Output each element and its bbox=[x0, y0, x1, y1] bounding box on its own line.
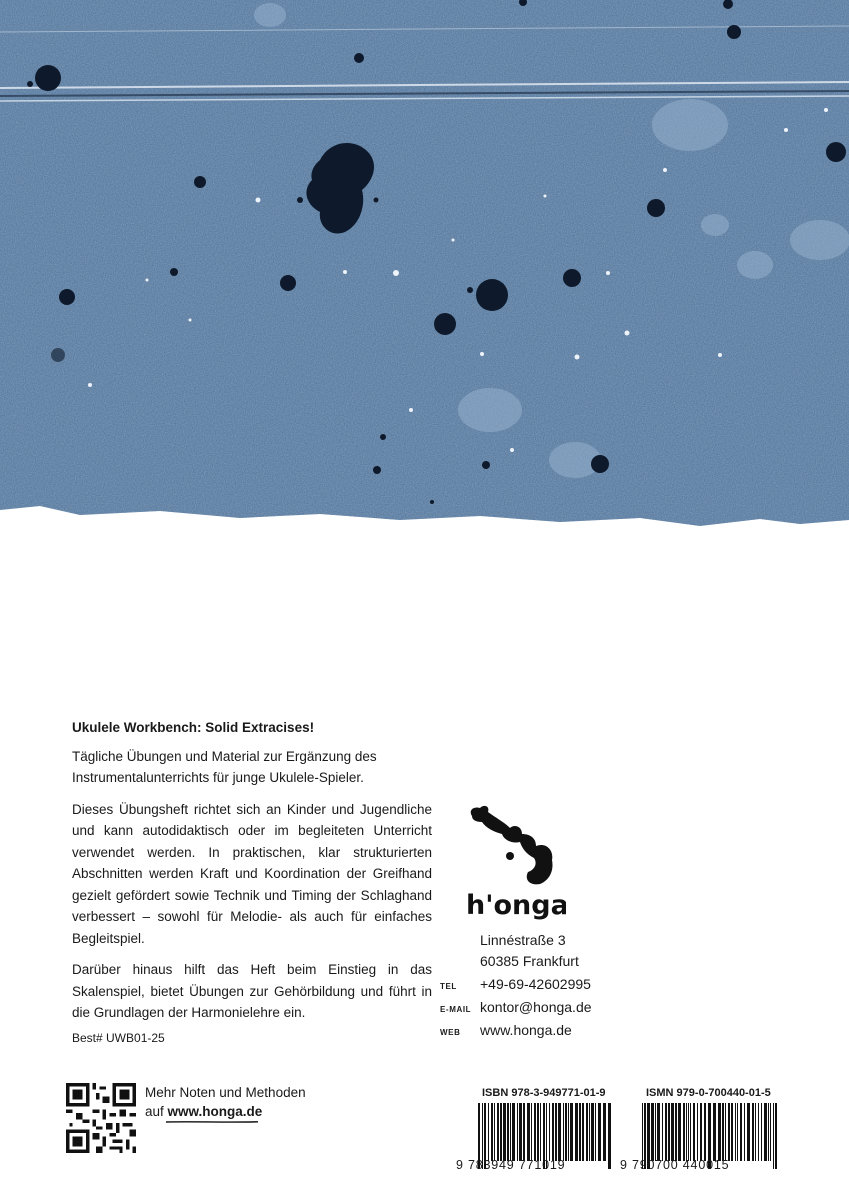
barcode-bar bbox=[507, 1103, 509, 1161]
barcode-bar bbox=[519, 1103, 522, 1161]
barcode-bar bbox=[761, 1103, 762, 1161]
barcode-bar bbox=[579, 1103, 581, 1161]
intro-paragraph: Tägliche Übungen und Material zur Ergänzung des Instrumentalunterrichts für junge Ukulele-Spieler. bbox=[72, 748, 377, 785]
contact-value: kontor@honga.de bbox=[480, 999, 592, 1015]
barcode-bar bbox=[531, 1103, 532, 1161]
barcode-bar bbox=[662, 1103, 663, 1161]
barcode-bar bbox=[737, 1103, 738, 1161]
barcode-bar bbox=[565, 1103, 567, 1161]
barcode-bar bbox=[534, 1103, 536, 1161]
barcode-bar bbox=[764, 1103, 767, 1161]
barcode-bar bbox=[500, 1103, 502, 1161]
publisher-contacts bbox=[440, 974, 592, 1043]
barcode-bar bbox=[603, 1103, 606, 1161]
website-link[interactable]: www.honga.de bbox=[167, 1104, 263, 1119]
more-info-line: Mehr Noten und Methoden bbox=[145, 1085, 306, 1100]
book-title: Ukulele Workbench: Solid Extracises! bbox=[72, 720, 315, 735]
barcode-bar bbox=[655, 1103, 656, 1161]
barcode-bar bbox=[575, 1103, 578, 1161]
contact-value: www.honga.de bbox=[480, 1022, 572, 1038]
cover-artwork bbox=[0, 0, 849, 545]
link-underline bbox=[166, 1121, 258, 1123]
contact-row-tel bbox=[440, 974, 592, 997]
publisher-address bbox=[480, 930, 579, 972]
barcode-bar bbox=[555, 1103, 557, 1161]
barcode-bar bbox=[718, 1103, 721, 1161]
barcode-bar bbox=[591, 1103, 594, 1161]
barcode-bar bbox=[497, 1103, 499, 1161]
contact-label: E-MAIL bbox=[440, 1005, 472, 1014]
barcode-bar bbox=[668, 1103, 670, 1161]
publisher-city: 60385 Frankfurt bbox=[480, 953, 579, 969]
barcode-bar bbox=[517, 1103, 518, 1161]
barcode-bar bbox=[728, 1103, 730, 1161]
barcode-bar bbox=[744, 1103, 745, 1161]
more-info-link-row bbox=[145, 1102, 306, 1121]
barcode-bar bbox=[747, 1103, 750, 1161]
more-info-prefix: auf bbox=[145, 1104, 164, 1119]
contact-row-web bbox=[440, 1020, 592, 1043]
barcode-bar bbox=[527, 1103, 530, 1161]
barcode-bar bbox=[683, 1103, 685, 1161]
description-paragraph-2: Darüber hinaus hilft das Heft beim Einstieg in das Skalenspiel, bietet Übungen zur Gehörbildung und führt in die Grundlagen der Harmonielehre ein. bbox=[72, 962, 432, 1020]
contact-row-email bbox=[440, 997, 592, 1020]
barcode-bar bbox=[713, 1103, 716, 1161]
order-number: Best# UWB01-25 bbox=[72, 1031, 165, 1045]
barcode-bar bbox=[697, 1103, 698, 1161]
barcode-bar bbox=[582, 1103, 584, 1161]
barcode-bar bbox=[595, 1103, 596, 1161]
description-paragraph: Dieses Übungsheft richtet sich an Kinder und Jugendliche und kann autodidaktisch oder im begleiteten Unterricht verwendet werden. In praktischen, klar strukturierten Abschnitten werden Kraft und Koordination der Greifhand gezielt gefördert sowie Technik und Timing der Schlaghand verbessert – sowohl für Melodie- als auch für einfaches Begleitspiel. bbox=[72, 801, 432, 946]
barcode-bar bbox=[537, 1103, 539, 1161]
barcode-bar bbox=[671, 1103, 674, 1161]
barcode-bar bbox=[704, 1103, 706, 1161]
barcode-bar bbox=[768, 1103, 769, 1161]
isbn-digits: 9 783949 771019 bbox=[456, 1158, 566, 1172]
isbn-barcode bbox=[456, 1087, 616, 1171]
barcode-bar bbox=[563, 1103, 564, 1161]
barcode-bar bbox=[722, 1103, 724, 1161]
barcode-bar bbox=[657, 1103, 660, 1161]
barcode-bar bbox=[552, 1103, 554, 1161]
publisher-logo bbox=[466, 802, 566, 922]
ismn-barcode bbox=[620, 1087, 780, 1171]
barcode-bar bbox=[770, 1103, 771, 1161]
barcode-bar bbox=[503, 1103, 506, 1161]
barcode-bar bbox=[491, 1103, 493, 1161]
barcode-bar bbox=[755, 1103, 756, 1161]
barcode-bar bbox=[512, 1103, 515, 1161]
publisher-logo-text: h'onga bbox=[466, 890, 566, 921]
barcode-bar bbox=[549, 1103, 550, 1161]
contact-label: TEL bbox=[440, 982, 457, 991]
barcode-bar bbox=[675, 1103, 677, 1161]
ismn-label: ISMN 979-0-700440-01-5 bbox=[646, 1087, 771, 1099]
barcode-bar bbox=[678, 1103, 681, 1161]
barcode-bar bbox=[598, 1103, 601, 1161]
barcode-bar bbox=[494, 1103, 495, 1161]
barcode-bar bbox=[558, 1103, 561, 1161]
barcode-bar bbox=[523, 1103, 525, 1161]
barcode-bar bbox=[568, 1103, 569, 1161]
barcode-bar bbox=[686, 1103, 687, 1161]
barcode-bar bbox=[570, 1103, 573, 1161]
barcode-bar bbox=[651, 1103, 654, 1161]
barcode-bar bbox=[735, 1103, 736, 1161]
contact-value: +49-69-42602995 bbox=[480, 976, 591, 992]
barcode-bar bbox=[589, 1103, 590, 1161]
barcode-bar bbox=[752, 1103, 754, 1161]
barcode-bar bbox=[488, 1103, 489, 1161]
barcode-bar bbox=[758, 1103, 759, 1161]
barcode-bar bbox=[586, 1103, 588, 1161]
barcode-bar bbox=[540, 1103, 541, 1161]
barcode-bar bbox=[665, 1103, 667, 1161]
contact-label: WEB bbox=[440, 1028, 461, 1037]
barcode-bar bbox=[690, 1103, 691, 1161]
qr-code bbox=[66, 1083, 136, 1153]
barcode-bar bbox=[688, 1103, 689, 1161]
isbn-label: ISBN 978-3-949771-01-9 bbox=[482, 1087, 606, 1099]
more-info bbox=[145, 1083, 306, 1121]
barcode-bar bbox=[731, 1103, 733, 1161]
ismn-digits: 9 790700 440015 bbox=[620, 1158, 730, 1172]
barcode-bar bbox=[510, 1103, 511, 1161]
barcode-bar bbox=[740, 1103, 742, 1161]
barcode-bar bbox=[693, 1103, 695, 1161]
barcode-bar bbox=[700, 1103, 702, 1161]
book-description bbox=[72, 717, 432, 1034]
publisher-street: Linnéstraße 3 bbox=[480, 932, 566, 948]
barcode-bar bbox=[725, 1103, 726, 1161]
